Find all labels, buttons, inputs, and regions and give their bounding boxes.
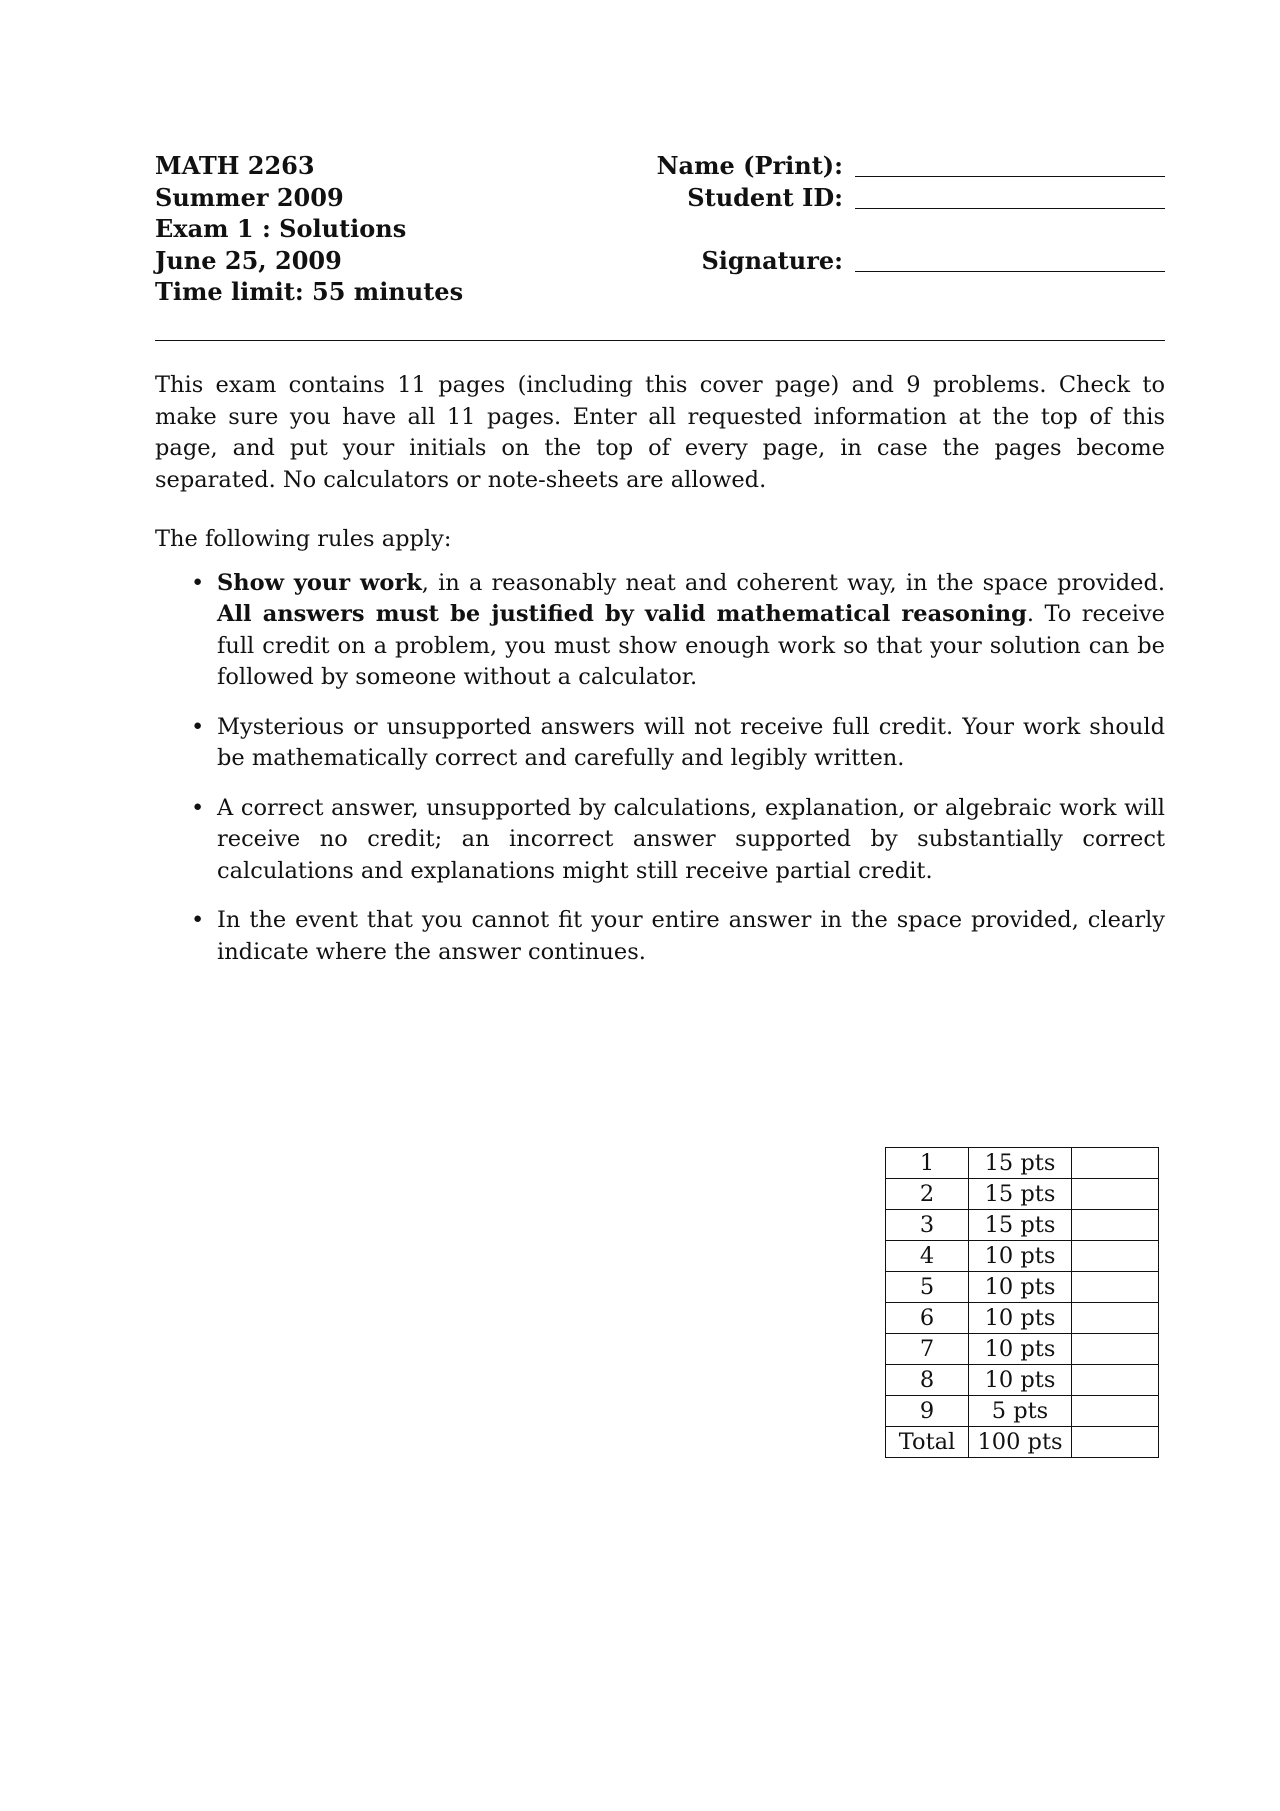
rule-item	[191, 793, 1165, 888]
course-code: MATH 2263	[155, 151, 315, 180]
points-cell: 10 pts	[969, 1365, 1072, 1396]
score-table-row	[886, 1334, 1159, 1365]
intro-paragraph: This exam contains 11 pages (including this cover page) and 9 problems. Check to make sure you have all 11 pages. Enter all requested information at the top of this page, and put your initials on the top of every page, in case the pages become separated. No calculators or note-sheets are allowed.	[155, 372, 1165, 493]
problem-number-cell: Total	[886, 1427, 969, 1458]
points-cell: 10 pts	[969, 1303, 1072, 1334]
signature-field[interactable]	[645, 245, 1165, 276]
score-table-row	[886, 1272, 1159, 1303]
signature-blank-line[interactable]	[855, 271, 1165, 272]
score-entry-cell[interactable]	[1072, 1303, 1159, 1334]
signature-label: Signature:	[701, 245, 843, 275]
bullet-icon: •	[191, 713, 205, 740]
exam-date: June 25, 2009	[155, 245, 342, 275]
score-table-body	[886, 1148, 1159, 1458]
score-table-row	[886, 1179, 1159, 1210]
problem-number-cell: 8	[886, 1365, 969, 1396]
rule-text: , in a reasonably neat and coherent way, in the space provided.	[421, 569, 1166, 596]
points-cell: 100 pts	[969, 1427, 1072, 1458]
rules-list	[155, 568, 1165, 969]
problem-number-cell: 3	[886, 1210, 969, 1241]
problem-number-cell: 4	[886, 1241, 969, 1272]
rule-emphasis: All answers must be justified by valid mathematical reasoning	[217, 601, 1027, 627]
problem-number-cell: 7	[886, 1334, 969, 1365]
points-cell: 5 pts	[969, 1396, 1072, 1427]
name-label: Name (Print):	[656, 151, 843, 180]
rule-emphasis: Show your work	[217, 569, 422, 596]
score-table-row	[886, 1210, 1159, 1241]
score-entry-cell[interactable]	[1072, 1148, 1159, 1179]
course-info	[155, 150, 463, 308]
problem-number-cell: 6	[886, 1303, 969, 1334]
course-term: Summer 2009	[155, 182, 344, 212]
instructions	[155, 370, 1165, 986]
score-entry-cell[interactable]	[1072, 1179, 1159, 1210]
score-table-row	[886, 1148, 1159, 1179]
score-table-row	[886, 1365, 1159, 1396]
rule-text: . To receive full credit on a problem, you must show enough work so that your solution can be followed by someone without a calculator.	[217, 601, 1165, 690]
student-id-label: Student ID:	[687, 182, 843, 212]
score-table-row	[886, 1241, 1159, 1272]
score-entry-cell[interactable]	[1072, 1365, 1159, 1396]
rule-text: In the event that you cannot fit your entire answer in the space provided, clearly indicate where the answer continues.	[217, 907, 1165, 965]
bullet-icon: •	[191, 569, 205, 596]
bullet-icon: •	[191, 907, 205, 933]
points-cell: 10 pts	[969, 1334, 1072, 1365]
rules-lead: The following rules apply:	[155, 526, 452, 552]
score-entry-cell[interactable]	[1072, 1334, 1159, 1365]
score-table-row	[886, 1303, 1159, 1334]
rule-item	[191, 712, 1165, 775]
points-cell: 15 pts	[969, 1210, 1072, 1241]
points-cell: 15 pts	[969, 1179, 1072, 1210]
exam-title: Exam 1 : Solutions	[155, 214, 407, 243]
points-cell: 10 pts	[969, 1272, 1072, 1303]
problem-number-cell: 2	[886, 1179, 969, 1210]
score-table	[885, 1147, 1159, 1458]
time-limit: Time limit: 55 minutes	[155, 277, 464, 306]
rule-text: Mysterious or unsupported answers will not receive full credit. Your work should be mathematically correct and carefully and legibly written.	[217, 713, 1165, 771]
name-blank-line[interactable]	[855, 176, 1165, 177]
score-entry-cell[interactable]	[1072, 1272, 1159, 1303]
exam-header	[155, 150, 1165, 320]
student-id-blank-line[interactable]	[855, 208, 1165, 209]
rule-item	[191, 905, 1165, 968]
problem-number-cell: 1	[886, 1148, 969, 1179]
score-table-row	[886, 1396, 1159, 1427]
problem-number-cell: 5	[886, 1272, 969, 1303]
header-divider	[155, 340, 1165, 341]
rule-item	[191, 568, 1166, 694]
student-id-field[interactable]	[645, 182, 1165, 213]
score-entry-cell[interactable]	[1072, 1210, 1159, 1241]
points-cell: 15 pts	[969, 1148, 1072, 1179]
rule-text: A correct answer, unsupported by calculations, explanation, or algebraic work will receive no credit; an incorrect answer supported by substantially correct calculations and explanations might still receive partial credit.	[217, 794, 1165, 884]
bullet-icon: •	[191, 794, 205, 821]
problem-number-cell: 9	[886, 1396, 969, 1427]
name-field[interactable]	[645, 150, 1165, 181]
score-entry-cell[interactable]	[1072, 1241, 1159, 1272]
score-table-row	[886, 1427, 1159, 1458]
points-cell: 10 pts	[969, 1241, 1072, 1272]
score-entry-cell[interactable]	[1072, 1396, 1159, 1427]
score-entry-cell[interactable]	[1072, 1427, 1159, 1458]
